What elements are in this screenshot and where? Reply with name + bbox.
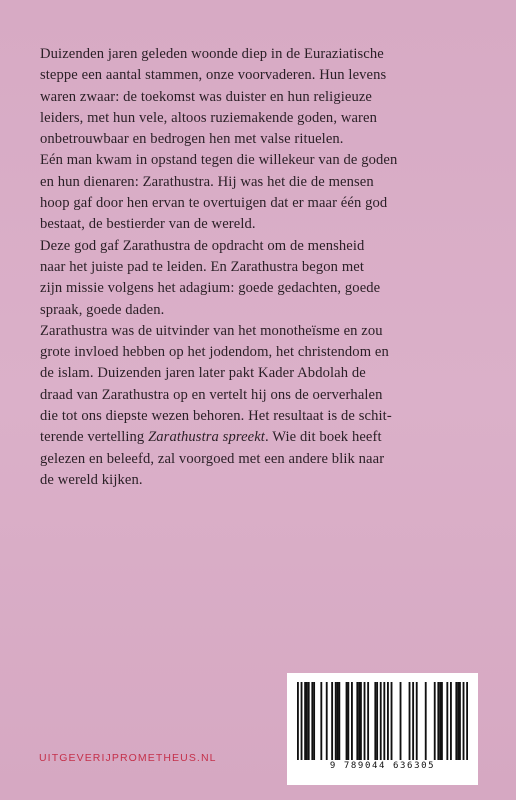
barcode-bar bbox=[434, 682, 436, 760]
barcode-bar bbox=[412, 682, 414, 760]
barcode-bar bbox=[416, 682, 418, 760]
text-line: naar het juiste pad te leiden. En Zarathustra begon met bbox=[40, 258, 365, 275]
barcode-bar bbox=[376, 682, 378, 760]
barcode-bar bbox=[306, 682, 308, 760]
barcode-bar bbox=[356, 682, 358, 760]
barcode-bar bbox=[326, 682, 328, 760]
text-line: en hun dienaren: Zarathustra. Hij was het die de mensen bbox=[40, 173, 374, 190]
barcode-bar bbox=[441, 682, 443, 760]
barcode-bar bbox=[425, 682, 427, 760]
paragraph-4 bbox=[40, 321, 476, 491]
paragraph-3 bbox=[40, 236, 476, 321]
barcode-bar bbox=[320, 682, 322, 760]
barcode-bar bbox=[367, 682, 369, 760]
barcode-bar bbox=[338, 682, 340, 760]
paragraph-1 bbox=[40, 44, 476, 150]
barcode-bar bbox=[351, 682, 353, 760]
barcode-bar bbox=[391, 682, 393, 760]
barcode-bar bbox=[358, 682, 360, 760]
barcode-bar bbox=[297, 682, 299, 760]
barcode-bar bbox=[383, 682, 385, 760]
barcode-bar bbox=[364, 682, 366, 760]
blurb-text bbox=[40, 44, 476, 491]
text-line: Duizenden jaren geleden woonde diep in de Euraziatische bbox=[40, 46, 384, 62]
barcode-bar bbox=[304, 682, 306, 760]
text-line: waren zwaar: de toekomst was duister en hun religieuze bbox=[40, 88, 373, 105]
barcode-bar bbox=[313, 682, 315, 760]
barcode-bar bbox=[455, 682, 457, 760]
text-line: Zarathustra was de uitvinder van het monotheïsme en zou bbox=[40, 322, 383, 339]
barcode-bar bbox=[459, 682, 461, 760]
barcode-bar bbox=[347, 682, 349, 760]
text-line: draad van Zarathustra op en vertelt hij ons de oerverhalen bbox=[40, 386, 383, 403]
text-line bbox=[40, 427, 476, 448]
text-line: gelezen en beleefd, zal voorgoed met een andere blik naar bbox=[40, 450, 385, 467]
barcode-bar bbox=[463, 682, 465, 760]
barcode-bar bbox=[308, 682, 310, 760]
barcode-bar bbox=[400, 682, 402, 760]
text-line: de wereld kijken. bbox=[40, 471, 143, 488]
barcode-bar bbox=[311, 682, 313, 760]
text-line: grote invloed hebben op het jodendom, het christendom en bbox=[40, 344, 389, 361]
text-line: bestaat, de bestierder van de wereld. bbox=[40, 216, 256, 233]
barcode-bar bbox=[335, 682, 337, 760]
isbn-number: 9 789044 636305 bbox=[329, 761, 436, 771]
text-line: leiders, met hun vele, altoos ruziemakende goden, waren bbox=[40, 109, 377, 126]
barcode-bar bbox=[374, 682, 376, 760]
text-line: onbetrouwbaar en bedrogen hen met valse rituelen. bbox=[40, 131, 344, 148]
text-fragment: . Wie dit boek heeft bbox=[264, 429, 382, 446]
text-line: spraak, goede daden. bbox=[40, 301, 165, 318]
publisher-url: UITGEVERIJPROMETHEUS.NL bbox=[39, 752, 217, 764]
barcode-bar bbox=[387, 682, 389, 760]
paragraph-2 bbox=[40, 150, 476, 235]
barcode-bar bbox=[466, 682, 468, 760]
book-title: Zarathustra spreekt bbox=[148, 429, 265, 446]
text-line: hoop gaf door hen ervan te overtuigen dat er maar één god bbox=[40, 195, 388, 212]
text-line: Deze god gaf Zarathustra de opdracht om de mensheid bbox=[40, 237, 365, 254]
text-line: die tot ons diepste wezen behoren. Het resultaat is de schit- bbox=[40, 408, 392, 425]
barcode-bars bbox=[297, 682, 468, 760]
text-line: Eén man kwam in opstand tegen die willekeur van de goden bbox=[40, 152, 398, 169]
text-fragment: terende vertelling bbox=[40, 429, 149, 446]
barcode-bar bbox=[437, 682, 439, 760]
barcode-bar bbox=[439, 682, 441, 760]
isbn-barcode bbox=[287, 673, 478, 785]
barcode-bar bbox=[380, 682, 382, 760]
barcode-bar bbox=[331, 682, 333, 760]
barcode-bar bbox=[409, 682, 411, 760]
text-line: zijn missie volgens het adagium: goede gedachten, goede bbox=[40, 280, 381, 297]
barcode-bar bbox=[337, 682, 339, 760]
barcode-bar bbox=[450, 682, 452, 760]
text-line: de islam. Duizenden jaren later pakt Kader Abdolah de bbox=[40, 365, 366, 382]
barcode-bar bbox=[446, 682, 448, 760]
barcode-bar bbox=[360, 682, 362, 760]
text-line: steppe een aantal stammen, onze voorvaderen. Hun levens bbox=[40, 67, 387, 84]
barcode-bar bbox=[301, 682, 303, 760]
barcode-bar bbox=[346, 682, 348, 760]
barcode-bar bbox=[457, 682, 459, 760]
